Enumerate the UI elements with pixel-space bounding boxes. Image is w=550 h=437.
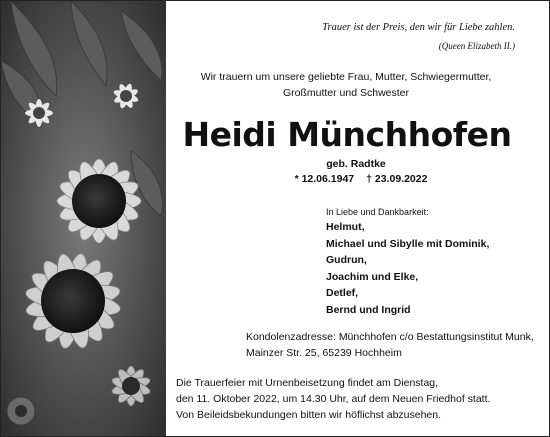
condolence-line: Kondolenzadresse: Münchhofen c/o Bestattungsinstitut Munk, [246, 331, 534, 343]
sunflower-photo [1, 1, 166, 436]
funeral-line: Von Beileidsbekundungen bitten wir höflichst abzusehen. [176, 409, 442, 421]
quote [185, 19, 515, 55]
sunflower-illustration [1, 1, 166, 436]
death-date: † 23.09.2022 [366, 173, 428, 185]
condolence-address [246, 329, 536, 361]
life-dates [271, 171, 451, 187]
birth-date: * 12.06.1947 [294, 173, 355, 185]
intro-line: Großmutter und Schwester [282, 87, 410, 99]
birth-name: geb. Radtke [326, 158, 386, 170]
mourner-name: Michael und Sibylle mit Dominik, [326, 237, 490, 250]
intro-text [176, 69, 516, 101]
quote-author: (Queen Elizabeth II.) [438, 41, 515, 51]
quote-text: Trauer ist der Preis, den wir für Liebe zahlen. [322, 22, 515, 33]
mourner-name: Helmut, [326, 221, 365, 233]
mourner-name: Gudrun, [326, 254, 367, 266]
mourner-name: Detlef, [326, 287, 359, 299]
deceased-name: Heidi Münchhofen [182, 115, 512, 154]
mourner-name: Joachim und Elke, [326, 270, 419, 283]
funeral-line: den 11. Oktober 2022, um 14.30 Uhr, auf dem Neuen Friedhof statt. [176, 393, 491, 405]
mourners-list [326, 205, 536, 318]
mourners-label: In Liebe und Dankbarkeit: [326, 207, 429, 217]
funeral-info [176, 375, 526, 423]
intro-line: Wir trauern um unsere geliebte Frau, Mutter, Schwiegermutter, [200, 71, 492, 83]
funeral-line: Die Trauerfeier mit Urnenbeisetzung findet am Dienstag, [176, 377, 439, 389]
condolence-line: Mainzer Str. 25, 65239 Hochheim [246, 347, 402, 359]
mourner-name: Bernd und Ingrid [326, 303, 411, 316]
